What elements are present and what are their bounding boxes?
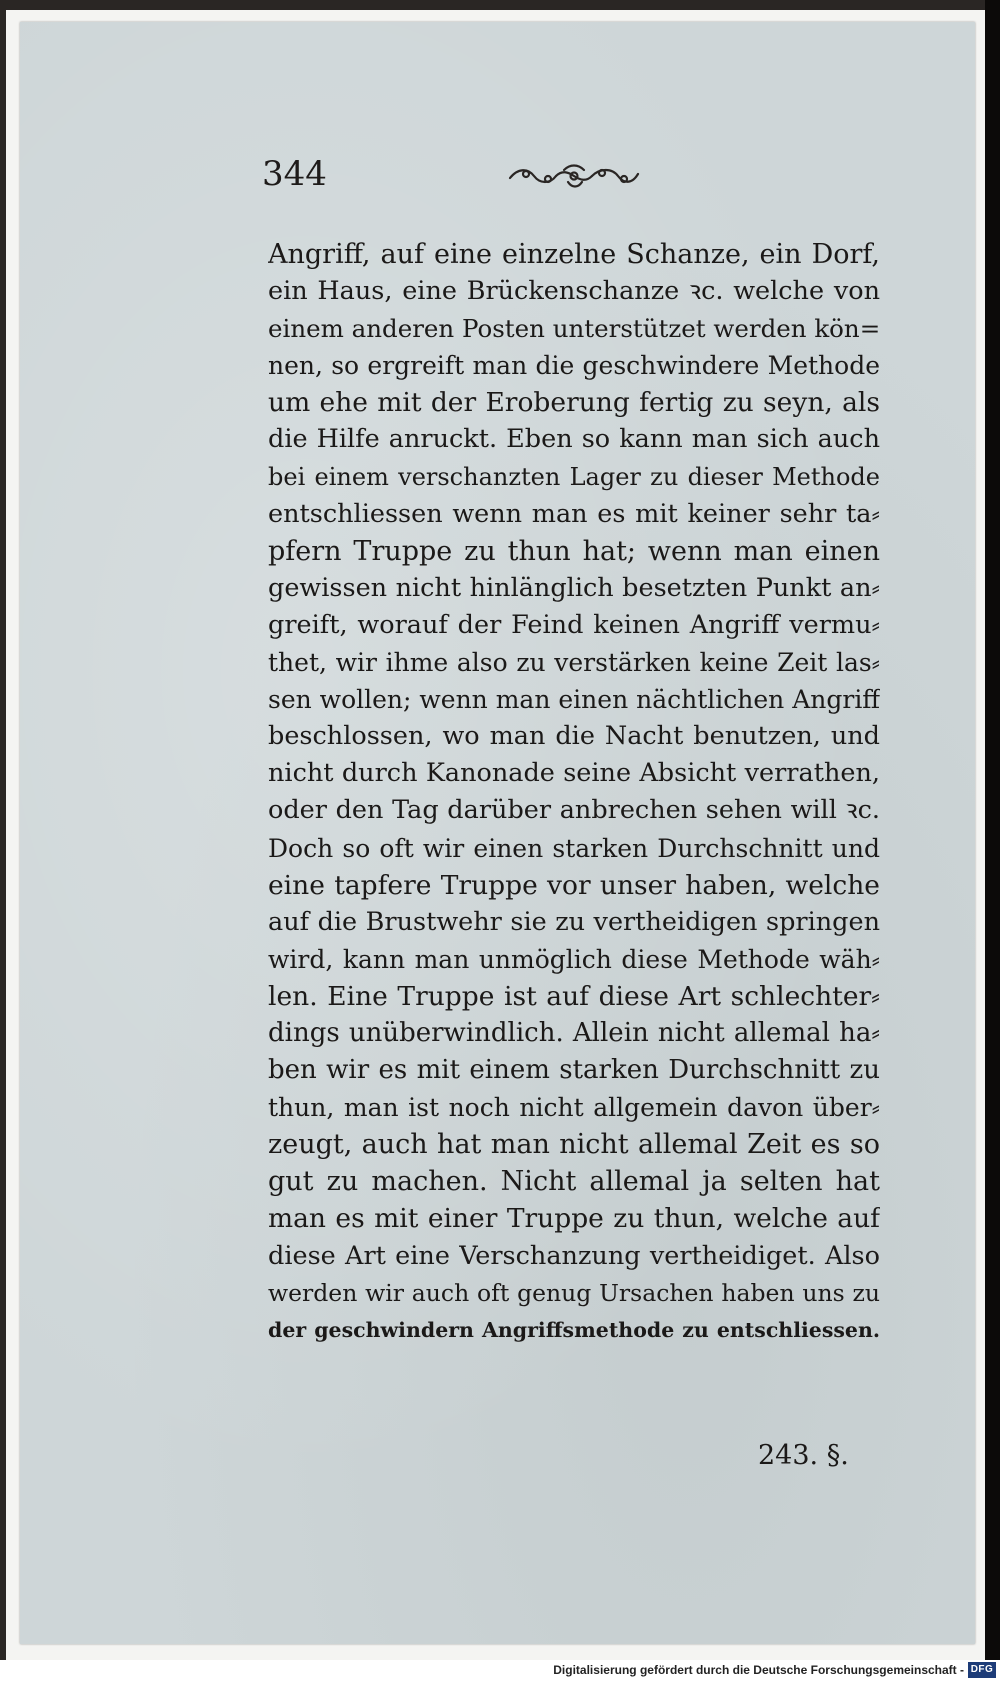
book-page — [20, 22, 975, 1644]
text-line: man es mit einer Truppe zu thun, welche auf — [268, 1203, 880, 1235]
text-line: um ehe mit der Eroberung fertig zu seyn, als — [268, 387, 880, 419]
text-line: greift, worauf der Feind keinen Angriff vermu⸗ — [268, 609, 880, 640]
text-line: wird, kann man unmöglich diese Methode wäh⸗ — [268, 944, 880, 974]
text-line: nicht durch Kanonade seine Absicht verrathen, — [268, 758, 880, 789]
dfg-logo: DFG — [968, 1662, 996, 1678]
ornament-vignette — [504, 162, 644, 190]
text-line: pfern Truppe zu thun hat; wenn man einen — [268, 535, 880, 567]
text-line: werden wir auch oft genug Ursachen haben uns zu — [268, 1278, 880, 1307]
text-line: gut zu machen. Nicht allemal ja selten hat — [268, 1166, 880, 1198]
text-line: nen, so ergreift man die geschwindere Methode — [268, 351, 880, 381]
body-text — [268, 236, 880, 1349]
digitization-footer — [0, 1660, 1000, 1681]
text-line: thet, wir ihme also zu verstärken keine Zeit las⸗ — [268, 648, 880, 678]
page-number: 344 — [262, 154, 327, 194]
text-line: entschliessen wenn man es mit keiner sehr ta⸗ — [268, 498, 880, 529]
text-line: oder den Tag darüber anbrechen sehen will ꝛc. — [268, 795, 880, 826]
text-line: bei einem verschanzten Lager zu dieser Methode — [268, 462, 880, 491]
text-line: zeugt, auch hat man nicht allemal Zeit es so — [268, 1129, 880, 1161]
text-line: len. Eine Truppe ist auf diese Art schlechter⸗ — [268, 980, 880, 1012]
text-line: ben wir es mit einem starken Durchschnitt zu — [268, 1055, 880, 1086]
text-line: dings unüberwindlich. Allein nicht allemal ha⸗ — [268, 1017, 880, 1048]
scan-edge-top — [0, 0, 1000, 10]
text-line: der geschwindern Angriffsmethode zu entschliessen. — [268, 1317, 880, 1342]
text-line: Doch so oft wir einen starken Durchschnitt und — [268, 833, 880, 863]
text-line: sen wollen; wenn man einen nächtlichen Angriff — [268, 685, 880, 715]
text-line: gewissen nicht hinlänglich besetzten Punkt an⸗ — [268, 572, 880, 603]
catchword: 243. §. — [758, 1440, 849, 1471]
scan-edge-left — [0, 0, 6, 1660]
text-line: einem anderen Posten unterstützet werden kön= — [268, 314, 880, 344]
text-line: thun, man ist noch nicht allgemein davon über⸗ — [268, 1093, 880, 1123]
text-line: diese Art eine Verschanzung vertheidiget. Also — [268, 1240, 880, 1271]
funding-credit: Digitalisierung gefördert durch die Deutsche Forschungsgemeinschaft - — [553, 1663, 964, 1677]
text-line: Angriff, auf eine einzelne Schanze, ein Dorf, — [268, 239, 880, 270]
text-line: ein Haus, eine Brückenschanze ꝛc. welche von — [268, 276, 880, 307]
page-header — [262, 154, 862, 214]
text-line: auf die Brustwehr sie zu vertheidigen springen — [268, 906, 880, 937]
text-line: die Hilfe anruckt. Eben so kann man sich auch — [268, 424, 880, 455]
scan-edge-right — [985, 0, 1000, 1660]
text-line: eine tapfere Truppe vor unser haben, welche — [268, 869, 880, 901]
text-line: beschlossen, wo man die Nacht benutzen, und — [268, 721, 880, 752]
